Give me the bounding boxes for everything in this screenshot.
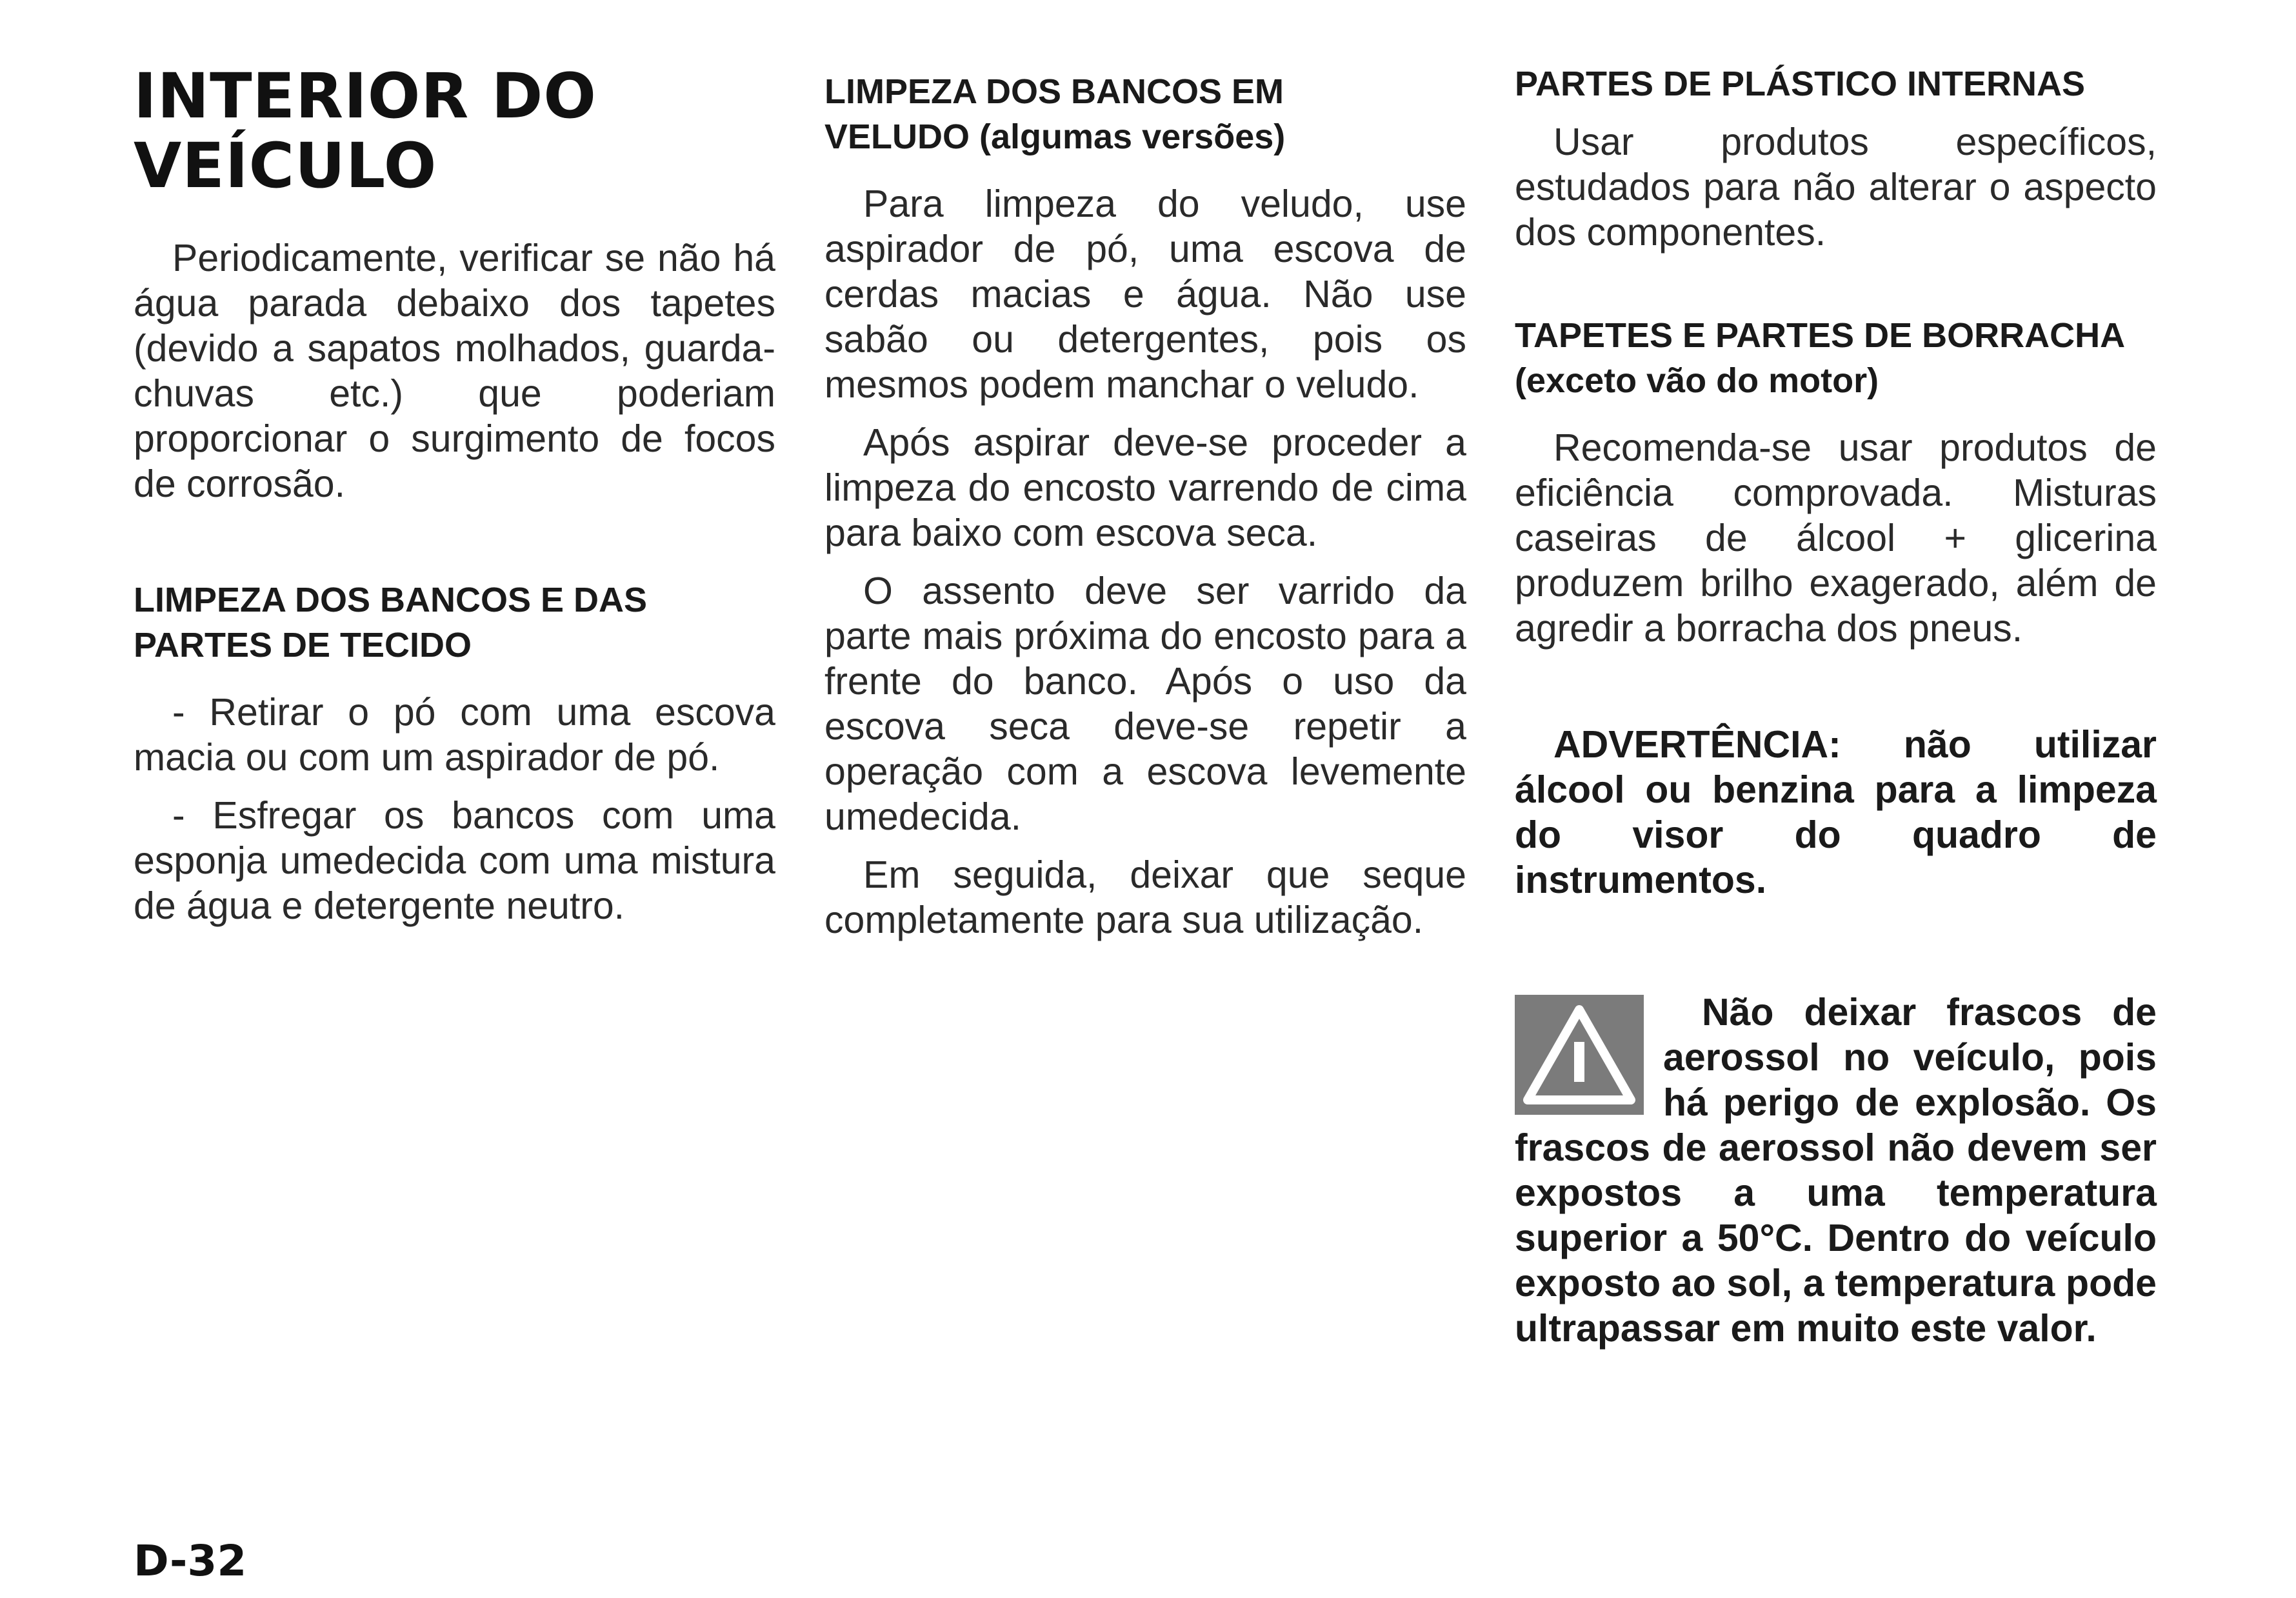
page-title xyxy=(134,61,775,201)
section-heading-veludo xyxy=(824,69,1466,159)
page-title-line-2: VEÍCULO xyxy=(134,130,437,202)
section-heading-tecido xyxy=(134,577,775,668)
section-heading-veludo-line-2: VELUDO (algumas versões) xyxy=(824,117,1286,156)
veludo-paragraph-4: Em seguida, deixar que seque completamente para sua utilização. xyxy=(824,854,1466,941)
column-2 xyxy=(824,61,1466,943)
section-heading-tecido-line-1: LIMPEZA DOS BANCOS E DAS xyxy=(134,581,648,619)
section-heading-borracha-line-1: TAPETES E PARTES DE BORRACHA xyxy=(1515,316,2126,355)
column-1 xyxy=(134,61,775,928)
plastico-paragraph: Usar produtos específicos, estudados para não alterar o aspecto dos componentes. xyxy=(1515,121,2157,254)
intro-paragraph: Periodicamente, verificar se não há água parada debaixo dos tapetes (devido a sapatos molhados, guarda-chuvas etc.) que poderiam proporcionar o surgimento de focos de corrosão. xyxy=(134,237,775,505)
warning-text: Não deixar frascos de aerossol no veículo, pois há perigo de explosão. Os frascos de aerossol não devem ser expostos a uma temperatura superior a 50°C. Dentro do veículo exposto ao sol, a temperatura pode ultrapassar em muito este valor. xyxy=(1515,991,2157,1350)
instruction-item-1: - Retirar o pó com uma escova macia ou com um aspirador de pó. xyxy=(134,691,775,779)
section-heading-borracha xyxy=(1515,313,2157,403)
warning-triangle-graphic xyxy=(1522,1003,1636,1106)
instruction-item-2: - Esfregar os bancos com uma esponja umedecida com uma mistura de água e detergente neutro. xyxy=(134,794,775,927)
section-heading-plastico: PARTES DE PLÁSTICO INTERNAS xyxy=(1515,65,2086,103)
veludo-paragraph-1: Para limpeza do veludo, use aspirador de pó, uma escova de cerdas macias e água. Não use sabão ou detergentes, pois os mesmos podem manchar o veludo. xyxy=(824,183,1466,406)
veludo-paragraph-2: Após aspirar deve-se proceder a limpeza do encosto varrendo de cima para baixo com escova seca. xyxy=(824,421,1466,554)
borracha-paragraph: Recomenda-se usar produtos de eficiência comprovada. Misturas caseiras de álcool + glicerina produzem brilho exagerado, além de agredir a borracha dos pneus. xyxy=(1515,426,2157,650)
column-3 xyxy=(1515,61,2157,1351)
warning-triangle-icon xyxy=(1515,995,1644,1115)
veludo-paragraph-3: O assento deve ser varrido da parte mais próxima do encosto para a frente do banco. Após o uso da escova seca deve-se repetir a operação com a escova levemente umedecida. xyxy=(824,570,1466,838)
section-heading-tecido-line-2: PARTES DE TECIDO xyxy=(134,626,472,664)
section-heading-borracha-line-2: (exceto vão do motor) xyxy=(1515,361,1879,400)
section-heading-veludo-line-1: LIMPEZA DOS BANCOS EM xyxy=(824,72,1284,111)
advertencia-notice: ADVERTÊNCIA: não utilizar álcool ou benzina para a limpeza do visor do quadro de instrumentos. xyxy=(1515,723,2157,901)
warning-box xyxy=(1515,990,2157,1351)
page-number: D-32 xyxy=(134,1536,247,1586)
page-title-line-1: INTERIOR DO xyxy=(134,60,597,132)
